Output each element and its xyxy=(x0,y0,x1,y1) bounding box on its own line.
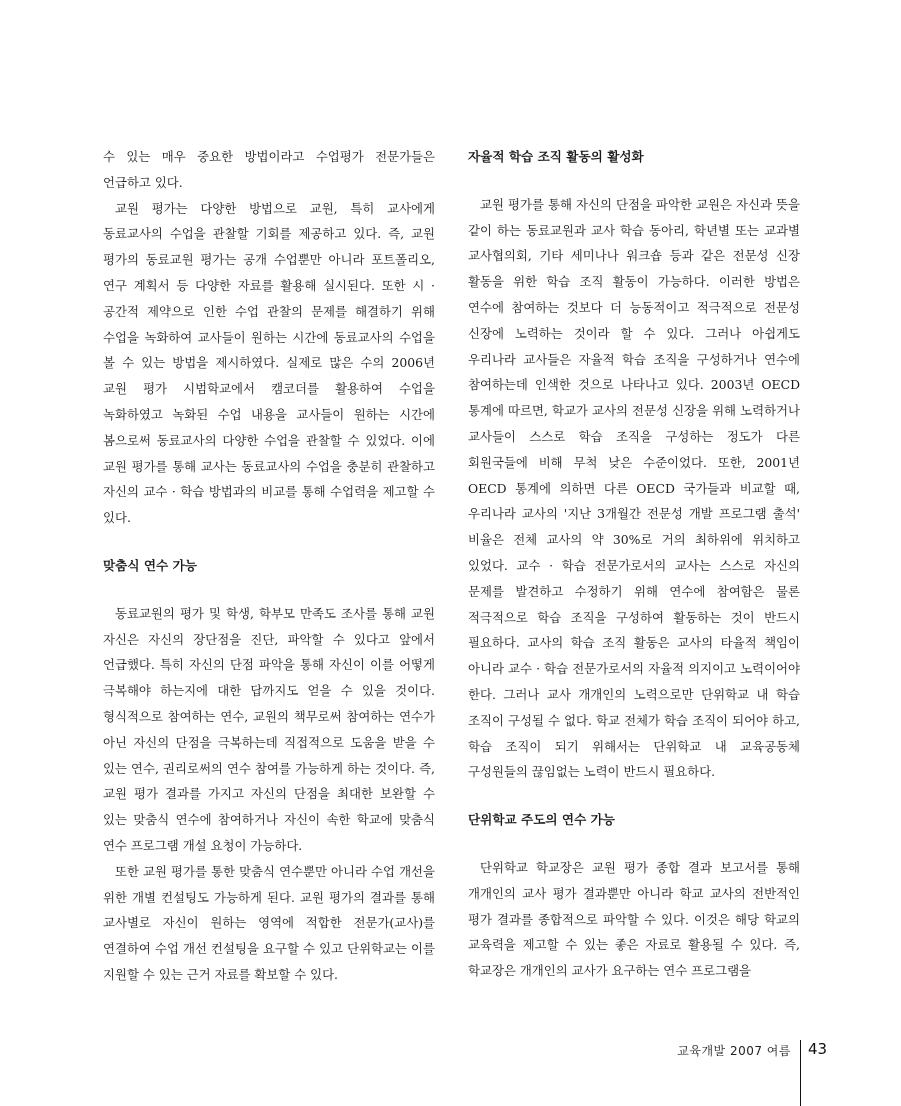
section-heading-learning-organization: 자율적 학습 조직 활동의 활성화 xyxy=(468,149,644,164)
paragraph-continued: 수 있는 매우 중요한 방법이라고 수업평가 전문가들은 언급하고 있다. xyxy=(103,149,435,190)
page-footer xyxy=(0,1040,901,1106)
footer-divider xyxy=(800,1040,801,1106)
paragraph-individual-consulting: 또한 교원 평가를 통한 맞춤식 연수뿐만 아니라 수업 개선을 위한 개별 컨설팅도 가능하게 된다. 교원 평가의 결과를 통해 교사별로 자신이 원하는 영역에 적합한 전문가(교사)를 연결하여 수업 개선 컨설팅을 요구할 수 있고 단위학교는 이를 지원할 수 있는 근거 자료를 확보할 수 있다. xyxy=(103,863,435,982)
paragraph-school-led-training: 단위학교 학교장은 교원 평가 종합 결과 보고서를 통해 개개인의 교사 평가 결과뿐만 아니라 학교 교사의 전반적인 평가 결과를 종합적으로 파악할 수 있다. 이것은 해당 학교의 교육력을 제고할 수 있는 좋은 자료로 활용될 수 있다. 즉, 학교장은 개개인의 교사가 요구하는 연수 프로그램을 xyxy=(468,859,800,979)
paragraph-learning-organization: 교원 평가를 통해 자신의 단점을 파악한 교원은 자신과 뜻을 같이 하는 동료교원과 교사 학습 동아리, 학년별 또는 교과별 교사협의회, 기타 세미나나 워크숍 등과 같은 전문성 신장 활동을 위한 학습 조직 활동이 가능하다. 이러한 방법은 연수에 참여하는 것보다 더 능동적이고 적극적으로 전문성 신장에 노력하는 것이라 할 수 있다. 그러나 아쉽게도 우리나라 교사들은 자율적 학습 조직을 구성하거나 연수에 참여하는데 인색한 것으로 나타나고 있다. 2003년 OECD 통계에 따르면, 학교가 교사의 전문성 신장을 위해 노력하거나 교사들이 스스로 학습 조직을 구성하는 정도가 다른 회원국들에 비해 무척 낮은 수준이었다. 또한, 2001년 OECD 통계에 의하면 다른 OECD 국가들과 비교할 때, 우리나라 교사의 '지난 3개월간 전문성 개발 프로그램 출석' 비율은 전체 교사의 약 30%로 거의 최하위에 위치하고 있었다. 교수 · 학습 전문가로서의 교사는 스스로 자신의 문제를 발견하고 수정하기 위해 연수에 참여함은 물론 적극적으로 학습 조직을 구성하여 활동하는 것이 반드시 필요하다. 교사의 학습 조직 활동은 교사의 타율적 책임이 아니라 교수 · 학습 전문가로서의 자율적 의지이고 노력이어야 한다. 그러나 교사 개개인의 노력으로만 단위학교 내 학습 조직이 구성될 수 없다. 학교 전체가 학습 조직이 되어야 하고, 학습 조직이 되기 위해서는 단위학교 내 교육공동체 구성원들의 끊임없는 노력이 반드시 필요하다. xyxy=(468,196,800,780)
section-heading-custom-training: 맞춤식 연수 가능 xyxy=(103,557,197,573)
publication-title: 교육개발 2007 여름 xyxy=(677,1044,791,1058)
paragraph-custom-training: 동료교원의 평가 및 학생, 학부모 만족도 조사를 통해 교원 자신은 자신의 장단점을 진단, 파악할 수 있다고 앞에서 언급했다. 특히 자신의 단점 파악을 통해 자신이 이를 어떻게 극복해야 하는지에 대한 답까지도 얻을 수 있을 것이다. 형식적으로 참여하는 연수, 교원의 책무로써 참여하는 연수가 아닌 자신의 단점을 극복하는데 직접적으로 도움을 받을 수 있는 연수, 권리로써의 연수 참여를 가능하게 하는 것이다. 즉, 교원 평가 결과를 가지고 자신의 단점을 최대한 보완할 수 있는 맞춤식 연수에 참여하거나 자신이 속한 학교에 맞춤식 연수 프로그램 개설 요청이 가능하다. xyxy=(103,605,435,853)
section-heading-school-led-training: 단위학교 주도의 연수 가능 xyxy=(468,812,615,828)
paragraph-teacher-evaluation-observation: 교원 평가는 다양한 방법으로 교원, 특히 교사에게 동료교사의 수업을 관찰할 기회를 제공하고 있다. 즉, 교원 평가의 동료교원 평가는 공개 수업뿐만 아니라 포트폴리오, 연구 계획서 등 다양한 자료를 활용해 실시된다. 또한 시 · 공간적 제약으로 인한 수업 관찰의 문제를 해결하기 위해 수업을 녹화하여 교사들이 원하는 시간에 동료교사의 수업을 볼 수 있는 방법을 제시하였다. 실제로 많은 수의 2006년 교원 평가 시범학교에서 캠코더를 활용하여 수업을 녹화하였고 녹화된 수업 내용을 교사들이 원하는 시간에 봄으로써 동료교사의 다양한 수업을 관찰할 수 있었다. 이에 교원 평가를 통해 교사는 동료교사의 수업을 충분히 관찰하고 자신의 교수 · 학습 방법과의 비교를 통해 수업력을 제고할 수 있다. xyxy=(103,200,435,526)
page-number: 43 xyxy=(808,1040,828,1058)
left-column xyxy=(103,144,435,988)
right-column xyxy=(468,144,800,984)
